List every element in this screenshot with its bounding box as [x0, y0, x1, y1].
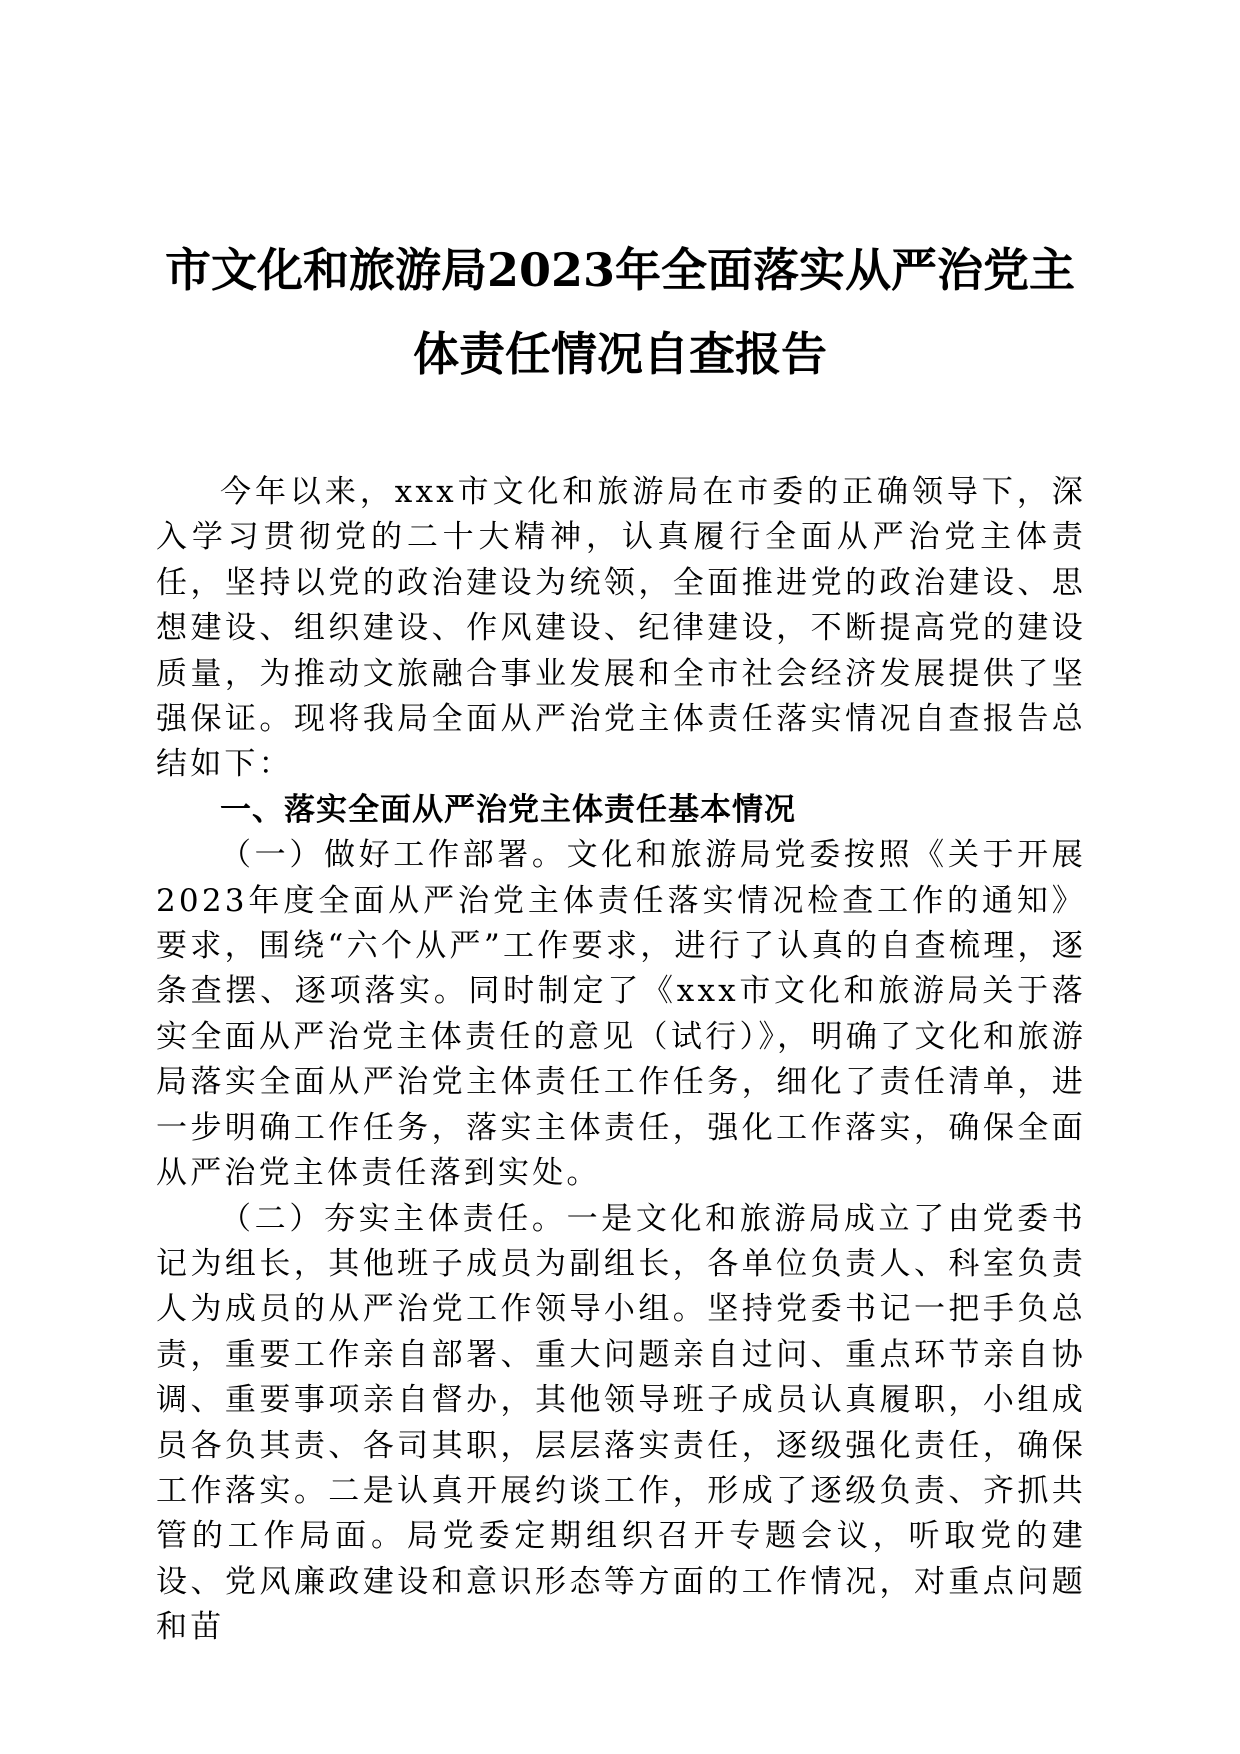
title-line-1: 市文化和旅游局2023年全面落实从严治党主 — [164, 243, 1076, 297]
intro-paragraph: 今年以来，xxx市文化和旅游局在市委的正确领导下，深入学习贯彻党的二十大精神，认真履行全面从严治党主体责任，坚持以党的政治建设为统领，全面推进党的政治建设、思想建设、组织建设、作风建设、纪律建设，不断提高党的建设质量，为推动文旅融合事业发展和全市社会经济发展提供了坚强保证。现将我局全面从严治党主体责任落实情况自查报告总结如下： — [156, 474, 1086, 783]
section-heading-1: 一、落实全面从严治党主体责任基本情况 — [220, 791, 796, 828]
paragraph-work-deployment: （一）做好工作部署。文化和旅游局党委按照《关于开展2023年度全面从严治党主体责任落实情况检查工作的通知》要求，围绕“六个从严”工作要求，进行了认真的自查梳理，逐条查摆、逐项落实。同时制定了《xxx市文化和旅游局关于落实全面从严治党主体责任的意见（试行）》，明确了文化和旅游局落实全面从严治党主体责任工作任务，细化了责任清单，进一步明确工作任务，落实主体责任，强化工作落实，确保全面从严治党主体责任落到实处。 — [156, 837, 1086, 1192]
document-title — [150, 228, 1090, 396]
title-line-2: 体责任情况自查报告 — [413, 327, 827, 381]
document-body — [156, 470, 1086, 1651]
paragraph-main-responsibility: （二）夯实主体责任。一是文化和旅游局成立了由党委书记为组长，其他班子成员为副组长，各单位负责人、科室负责人为成员的从严治党工作领导小组。坚持党委书记一把手负总责，重要工作亲自部署、重大问题亲自过问、重点环节亲自协调、重要事项亲自督办，其他领导班子成员认真履职，小组成员各负其责、各司其职，层层落实责任，逐级强化责任，确保工作落实。二是认真开展约谈工作，形成了逐级负责、齐抓共管的工作局面。局党委定期组织召开专题会议，听取党的建设、党风廉政建设和意识形态等方面的工作情况，对重点问题和苗 — [156, 1200, 1086, 1646]
